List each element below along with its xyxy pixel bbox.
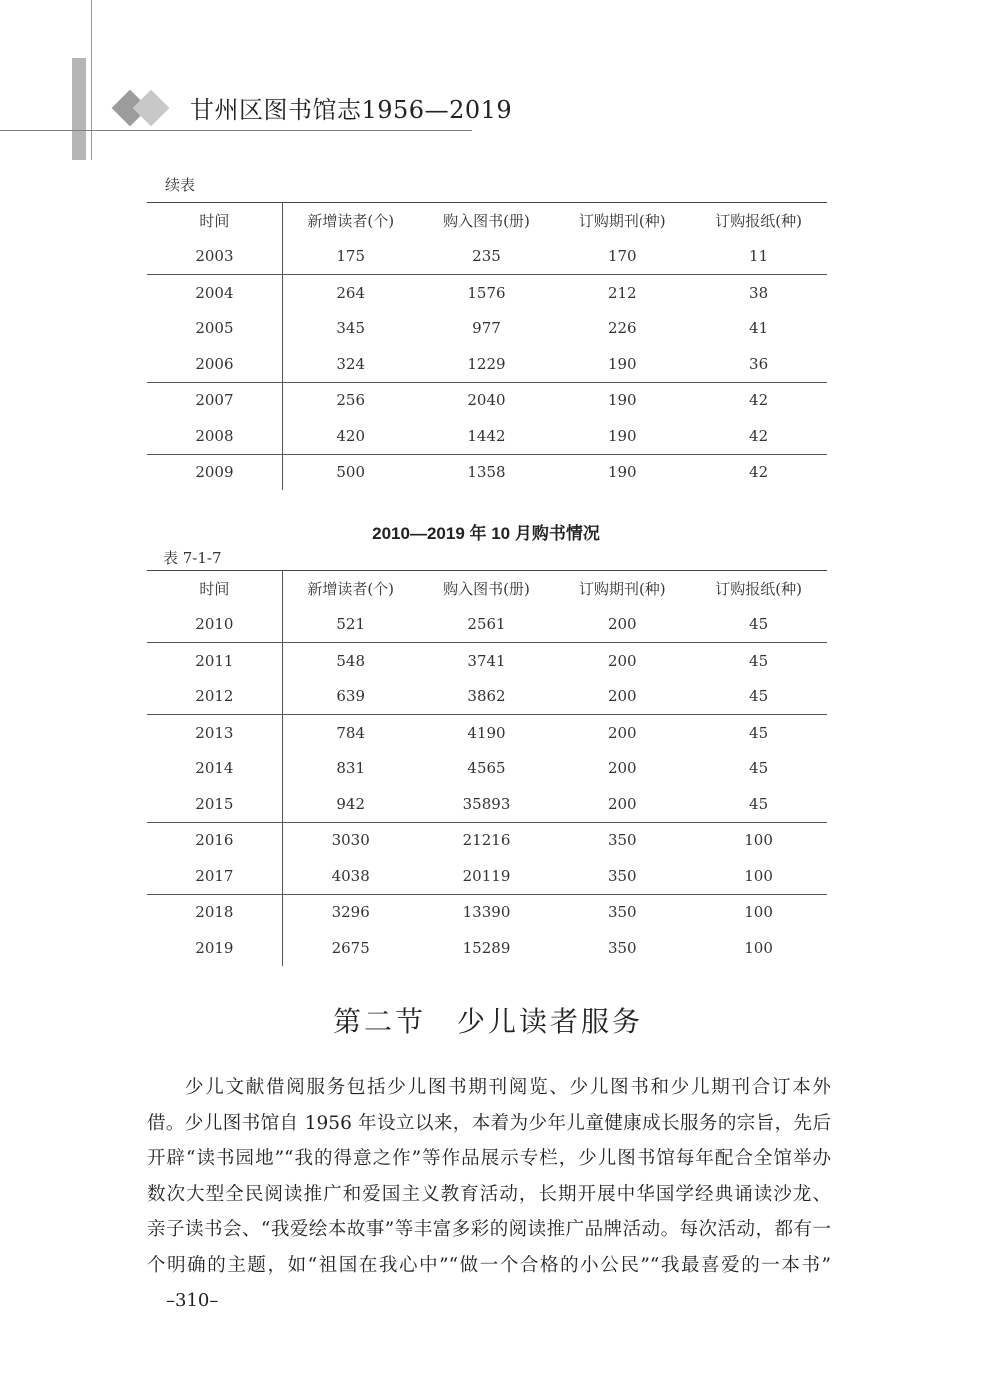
table-cell: 100 bbox=[744, 866, 773, 885]
table-cell: 36 bbox=[749, 354, 769, 373]
column-header: 时间 bbox=[147, 203, 282, 239]
table-cell: 190 bbox=[607, 354, 637, 373]
table-cell: 1229 bbox=[467, 354, 506, 373]
column-header: 新增读者(个) bbox=[282, 203, 418, 239]
table-cell: 2040 bbox=[419, 382, 555, 418]
table-row bbox=[147, 607, 827, 643]
table-cell: 45 bbox=[749, 794, 769, 813]
table-cell: 190 bbox=[554, 454, 690, 490]
column-header: 新增读者(个) bbox=[282, 571, 418, 607]
table-cell: 13390 bbox=[419, 894, 555, 930]
table-cell: 45 bbox=[749, 615, 769, 634]
table-cell: 521 bbox=[336, 615, 366, 634]
header-rule bbox=[0, 130, 472, 131]
table-cell: 45 bbox=[749, 687, 769, 706]
purchase-table-2010-2019 bbox=[147, 570, 827, 966]
column-header: 订购期刊(种) bbox=[554, 203, 690, 239]
header-diamond-icon bbox=[133, 90, 170, 127]
purchase-table-continued bbox=[147, 202, 827, 490]
header-side-bar bbox=[72, 58, 86, 160]
table-cell: 2012 bbox=[147, 679, 282, 715]
table-cell: 200 bbox=[607, 794, 637, 813]
table-row bbox=[147, 751, 827, 787]
table-cell: 500 bbox=[282, 454, 418, 490]
table-cell: 42 bbox=[690, 382, 827, 418]
column-header: 订购期刊(种) bbox=[554, 571, 690, 607]
table-cell: 2016 bbox=[147, 822, 282, 858]
table-cell: 2005 bbox=[147, 311, 282, 347]
body-line: 借。少儿图书馆自 1956 年设立以来，本着为少年儿童健康成长服务的宗旨，先后 bbox=[147, 1112, 831, 1134]
table-row bbox=[147, 679, 827, 715]
table-cell: 350 bbox=[554, 822, 690, 858]
table-cell: 2017 bbox=[147, 858, 282, 894]
table-cell: 3296 bbox=[282, 894, 418, 930]
table-cell: 942 bbox=[336, 794, 366, 813]
table-row bbox=[147, 786, 827, 822]
page-number: –310– bbox=[166, 1290, 219, 1311]
table-cell: 831 bbox=[336, 759, 366, 778]
table-row bbox=[147, 275, 827, 311]
table-cell: 100 bbox=[690, 822, 827, 858]
table-cell: 1576 bbox=[419, 275, 555, 311]
table-cell: 639 bbox=[336, 687, 366, 706]
table-header-row bbox=[147, 203, 827, 239]
table-cell: 42 bbox=[749, 426, 769, 445]
table-cell: 190 bbox=[607, 426, 637, 445]
table-cell: 170 bbox=[607, 247, 637, 266]
body-line: 个明确的主题，如“祖国在我心中”“做一个合格的小公民”“我最喜爱的一本书” bbox=[147, 1254, 831, 1276]
table-cell: 2008 bbox=[147, 418, 282, 454]
table-cell: 3741 bbox=[419, 643, 555, 679]
table-cell: 784 bbox=[282, 715, 418, 751]
table-cell: 45 bbox=[690, 715, 827, 751]
table-cell: 350 bbox=[607, 938, 637, 957]
table-cell: 2004 bbox=[147, 275, 282, 311]
table-cell: 212 bbox=[554, 275, 690, 311]
table-cell: 4190 bbox=[419, 715, 555, 751]
table-cell: 2010 bbox=[147, 607, 282, 643]
table-row bbox=[147, 239, 827, 275]
table-row bbox=[147, 894, 827, 930]
table-cell: 45 bbox=[749, 759, 769, 778]
table-cell: 420 bbox=[336, 426, 366, 445]
body-line: 数次大型全民阅读推广和爱国主义教育活动，长期开展中华国学经典诵读沙龙、 bbox=[147, 1183, 831, 1205]
table-row bbox=[147, 715, 827, 751]
table-cell: 2561 bbox=[467, 615, 506, 634]
table-cell: 548 bbox=[282, 643, 418, 679]
table-cell: 35893 bbox=[462, 794, 511, 813]
table-cell: 2014 bbox=[147, 751, 282, 787]
table-title: 2010—2019 年 10 月购书情况 bbox=[372, 524, 600, 543]
table-cell: 324 bbox=[336, 354, 366, 373]
table-cell: 2011 bbox=[147, 643, 282, 679]
table-cell: 3862 bbox=[467, 687, 506, 706]
table-cell: 256 bbox=[282, 382, 418, 418]
table-cell: 350 bbox=[607, 866, 637, 885]
table-cell: 2013 bbox=[147, 715, 282, 751]
table-cell: 11 bbox=[749, 247, 769, 266]
table-cell: 2009 bbox=[147, 454, 282, 490]
table-cell: 345 bbox=[336, 319, 366, 338]
table-cell: 3030 bbox=[282, 822, 418, 858]
table-cell: 200 bbox=[554, 643, 690, 679]
table-row bbox=[147, 346, 827, 382]
table-row bbox=[147, 454, 827, 490]
table-cell: 38 bbox=[690, 275, 827, 311]
section-heading: 第二节 少儿读者服务 bbox=[332, 1005, 643, 1038]
table-cell: 175 bbox=[336, 247, 366, 266]
table-cell: 4038 bbox=[331, 866, 370, 885]
table-row bbox=[147, 930, 827, 966]
table-header-row bbox=[147, 571, 827, 607]
table-cell: 977 bbox=[472, 319, 501, 338]
table-cell: 2019 bbox=[147, 930, 282, 966]
table-cell: 200 bbox=[607, 615, 637, 634]
table-cell: 2675 bbox=[331, 938, 370, 957]
table-cell: 190 bbox=[554, 382, 690, 418]
book-title: 甘州区图书馆志1956—2019 bbox=[190, 96, 513, 124]
column-header: 购入图书(册) bbox=[419, 203, 555, 239]
column-header: 时间 bbox=[147, 571, 282, 607]
table-row bbox=[147, 643, 827, 679]
table-cell: 45 bbox=[690, 643, 827, 679]
table-row bbox=[147, 311, 827, 347]
table-id: 表 7-1-7 bbox=[163, 549, 222, 567]
table-cell: 2003 bbox=[147, 239, 282, 275]
column-header: 订购报纸(种) bbox=[690, 571, 827, 607]
continuation-label: 续表 bbox=[165, 176, 196, 194]
table-cell: 100 bbox=[744, 938, 773, 957]
table-cell: 226 bbox=[607, 319, 637, 338]
table-cell: 1358 bbox=[419, 454, 555, 490]
table-cell: 2007 bbox=[147, 382, 282, 418]
table-cell: 200 bbox=[607, 759, 637, 778]
table-cell: 264 bbox=[282, 275, 418, 311]
column-header: 订购报纸(种) bbox=[690, 203, 827, 239]
table-cell: 20119 bbox=[462, 866, 511, 885]
table-cell: 235 bbox=[472, 247, 501, 266]
table-cell: 200 bbox=[554, 715, 690, 751]
table-row bbox=[147, 858, 827, 894]
table-cell: 1442 bbox=[467, 426, 506, 445]
body-line: 开辟“读书园地”“我的得意之作”等作品展示专栏，少儿图书馆每年配合全馆举办 bbox=[147, 1148, 831, 1169]
table-cell: 2015 bbox=[147, 786, 282, 822]
table-cell: 21216 bbox=[419, 822, 555, 858]
table-cell: 42 bbox=[690, 454, 827, 490]
margin-rule bbox=[91, 0, 92, 160]
table-cell: 2018 bbox=[147, 894, 282, 930]
table-row bbox=[147, 418, 827, 454]
table-cell: 100 bbox=[690, 894, 827, 930]
body-line: 少儿文献借阅服务包括少儿图书期刊阅览、少儿图书和少儿期刊合订本外 bbox=[185, 1077, 831, 1098]
column-header: 购入图书(册) bbox=[419, 571, 555, 607]
table-cell: 200 bbox=[607, 687, 637, 706]
table-cell: 4565 bbox=[467, 759, 506, 778]
body-paragraph bbox=[147, 1070, 831, 1283]
body-line: 亲子读书会、“我爱绘本故事”等丰富多彩的阅读推广品牌活动。每次活动，都有一 bbox=[147, 1219, 831, 1240]
table-row bbox=[147, 382, 827, 418]
table-row bbox=[147, 822, 827, 858]
table-cell: 15289 bbox=[462, 938, 511, 957]
table-cell: 2006 bbox=[147, 346, 282, 382]
table-cell: 350 bbox=[554, 894, 690, 930]
table-cell: 41 bbox=[749, 319, 769, 338]
